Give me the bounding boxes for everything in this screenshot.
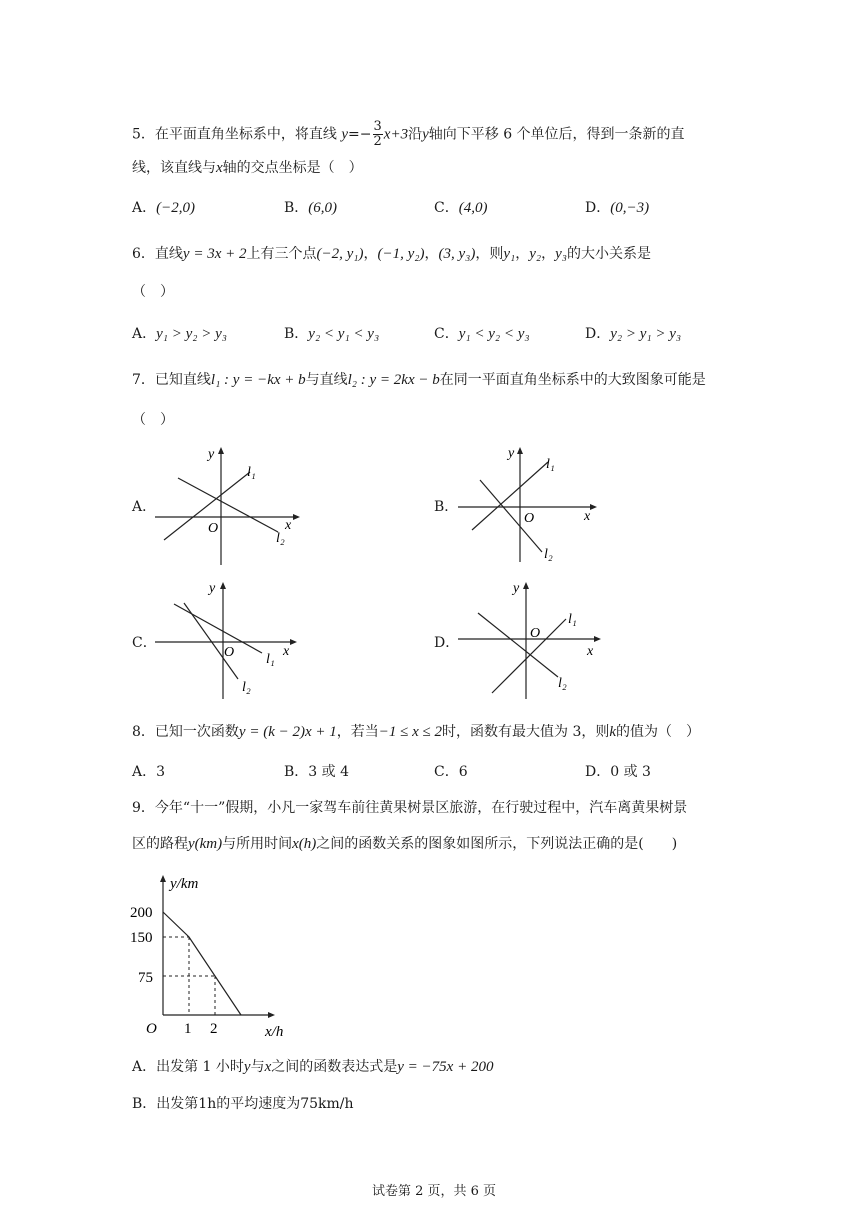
q9-distance-time-graph: [128, 868, 308, 1043]
l1-label: l₁: [247, 465, 256, 480]
l2-label: l₂: [242, 680, 251, 695]
y-axis-label: y: [508, 446, 515, 461]
q9-line1: 9．今年“十一”假期，小凡一家驾车前往黄果树景区旅游，在行驶过程中，汽车离黄果树景: [132, 800, 688, 816]
q9-option-a[interactable]: A．出发第 1 小时y与x之间的函数表达式是y = −75x + 200: [132, 1059, 494, 1075]
q8-option-b[interactable]: B．3 或 4: [284, 764, 350, 780]
q8-option-d[interactable]: D．0 或 3: [585, 764, 651, 780]
l1-label: l₁: [266, 652, 275, 667]
q5-line1: 5．在平面直角坐标系中，将直线 y=− $\frac{3}{2}$ x+3沿y轴向下平移 6 个单位后，得到一条新的直: [132, 119, 685, 149]
x-axis-label: x: [285, 518, 292, 533]
q7-option-b-label[interactable]: B．: [434, 499, 459, 515]
x-axis-label: x: [283, 644, 290, 659]
x-axis-label: x: [587, 644, 594, 659]
q7-option-a-label[interactable]: A．: [132, 499, 157, 515]
x-tick-2: 2: [210, 1021, 218, 1037]
origin-label: O: [524, 511, 535, 526]
q7-graph-a[interactable]: [150, 440, 310, 570]
origin-label: O: [530, 626, 541, 641]
x-axis-label: x: [584, 509, 591, 524]
origin-label: O: [146, 1021, 157, 1037]
q8-line1: 8．已知一次函数y = (k − 2)x + 1，若当−1 ≤ x ≤ 2时，函数有最大值为 3，则k的值为（ ）: [132, 724, 701, 740]
q5-line2: 线，该直线与x轴的交点坐标是（ ）: [132, 160, 363, 176]
page-footer: 试卷第 2 页，共 6 页: [371, 1184, 497, 1199]
q5-option-a[interactable]: A．(−2,0): [132, 200, 195, 216]
y-tick-150: 150: [130, 930, 153, 946]
q5-option-c[interactable]: C．(4,0): [434, 200, 488, 216]
distance-line: [163, 912, 241, 1015]
l2-label: l₂: [558, 676, 567, 691]
x-tick-1: 1: [184, 1021, 192, 1037]
y-axis-label: y: [209, 581, 216, 596]
q5-option-b[interactable]: B．(6,0): [284, 200, 338, 216]
q6-option-d[interactable]: D．y₂ > y₁ > y₃: [585, 326, 682, 342]
y-tick-200: 200: [130, 905, 153, 921]
y-tick-75: 75: [138, 970, 153, 986]
l2-label: l₂: [544, 547, 553, 562]
fraction: $\frac{3}{2}$: [373, 119, 382, 149]
q6-option-a[interactable]: A．y₁ > y₂ > y₃: [132, 326, 227, 342]
l2-label: l₂: [276, 531, 285, 546]
q6-option-b[interactable]: B．y₂ < y₁ < y₃: [284, 326, 380, 342]
q7-graph-c[interactable]: [150, 575, 310, 705]
q9-line2: 区的路程y(km)与所用时间x(h)之间的函数关系的图象如图所示，下列说法正确的是( ): [132, 836, 678, 852]
q9-option-b[interactable]: B．出发第1h的平均速度为75km/h: [132, 1096, 354, 1112]
q7-option-c-label[interactable]: C．: [132, 635, 157, 651]
q6-line1: 6．直线y = 3x + 2上有三个点(−2, y₁)，(−1, y₂)，(3, y₃)，则y₁，y₂，y₃的大小关系是: [132, 246, 651, 262]
y-axis-label: y/km: [170, 876, 199, 892]
l1-label: l₁: [546, 457, 555, 472]
origin-label: O: [224, 645, 235, 660]
q6-option-c[interactable]: C．y₁ < y₂ < y₃: [434, 326, 530, 342]
q7-graph-b[interactable]: [450, 440, 610, 570]
x-axis-label: x/h: [265, 1024, 284, 1040]
q7-option-d-label[interactable]: D．: [434, 635, 460, 651]
q6-paren: （ ）: [132, 284, 174, 300]
l1-label: l₁: [568, 612, 577, 627]
y-axis-label: y: [513, 581, 520, 596]
q7-graph-d[interactable]: [450, 575, 610, 705]
q8-option-a[interactable]: A．3: [132, 764, 166, 780]
q7-line1: 7．已知直线l₁ : y = −kx + b与直线l₂ : y = 2kx − b在同一平面直角坐标系中的大致图象可能是: [132, 372, 706, 388]
origin-label: O: [208, 521, 219, 536]
q8-option-c[interactable]: C．6: [434, 764, 468, 780]
q5-option-d[interactable]: D．(0,−3): [585, 200, 650, 216]
q7-paren: （ ）: [132, 412, 174, 428]
y-axis-label: y: [208, 447, 215, 462]
